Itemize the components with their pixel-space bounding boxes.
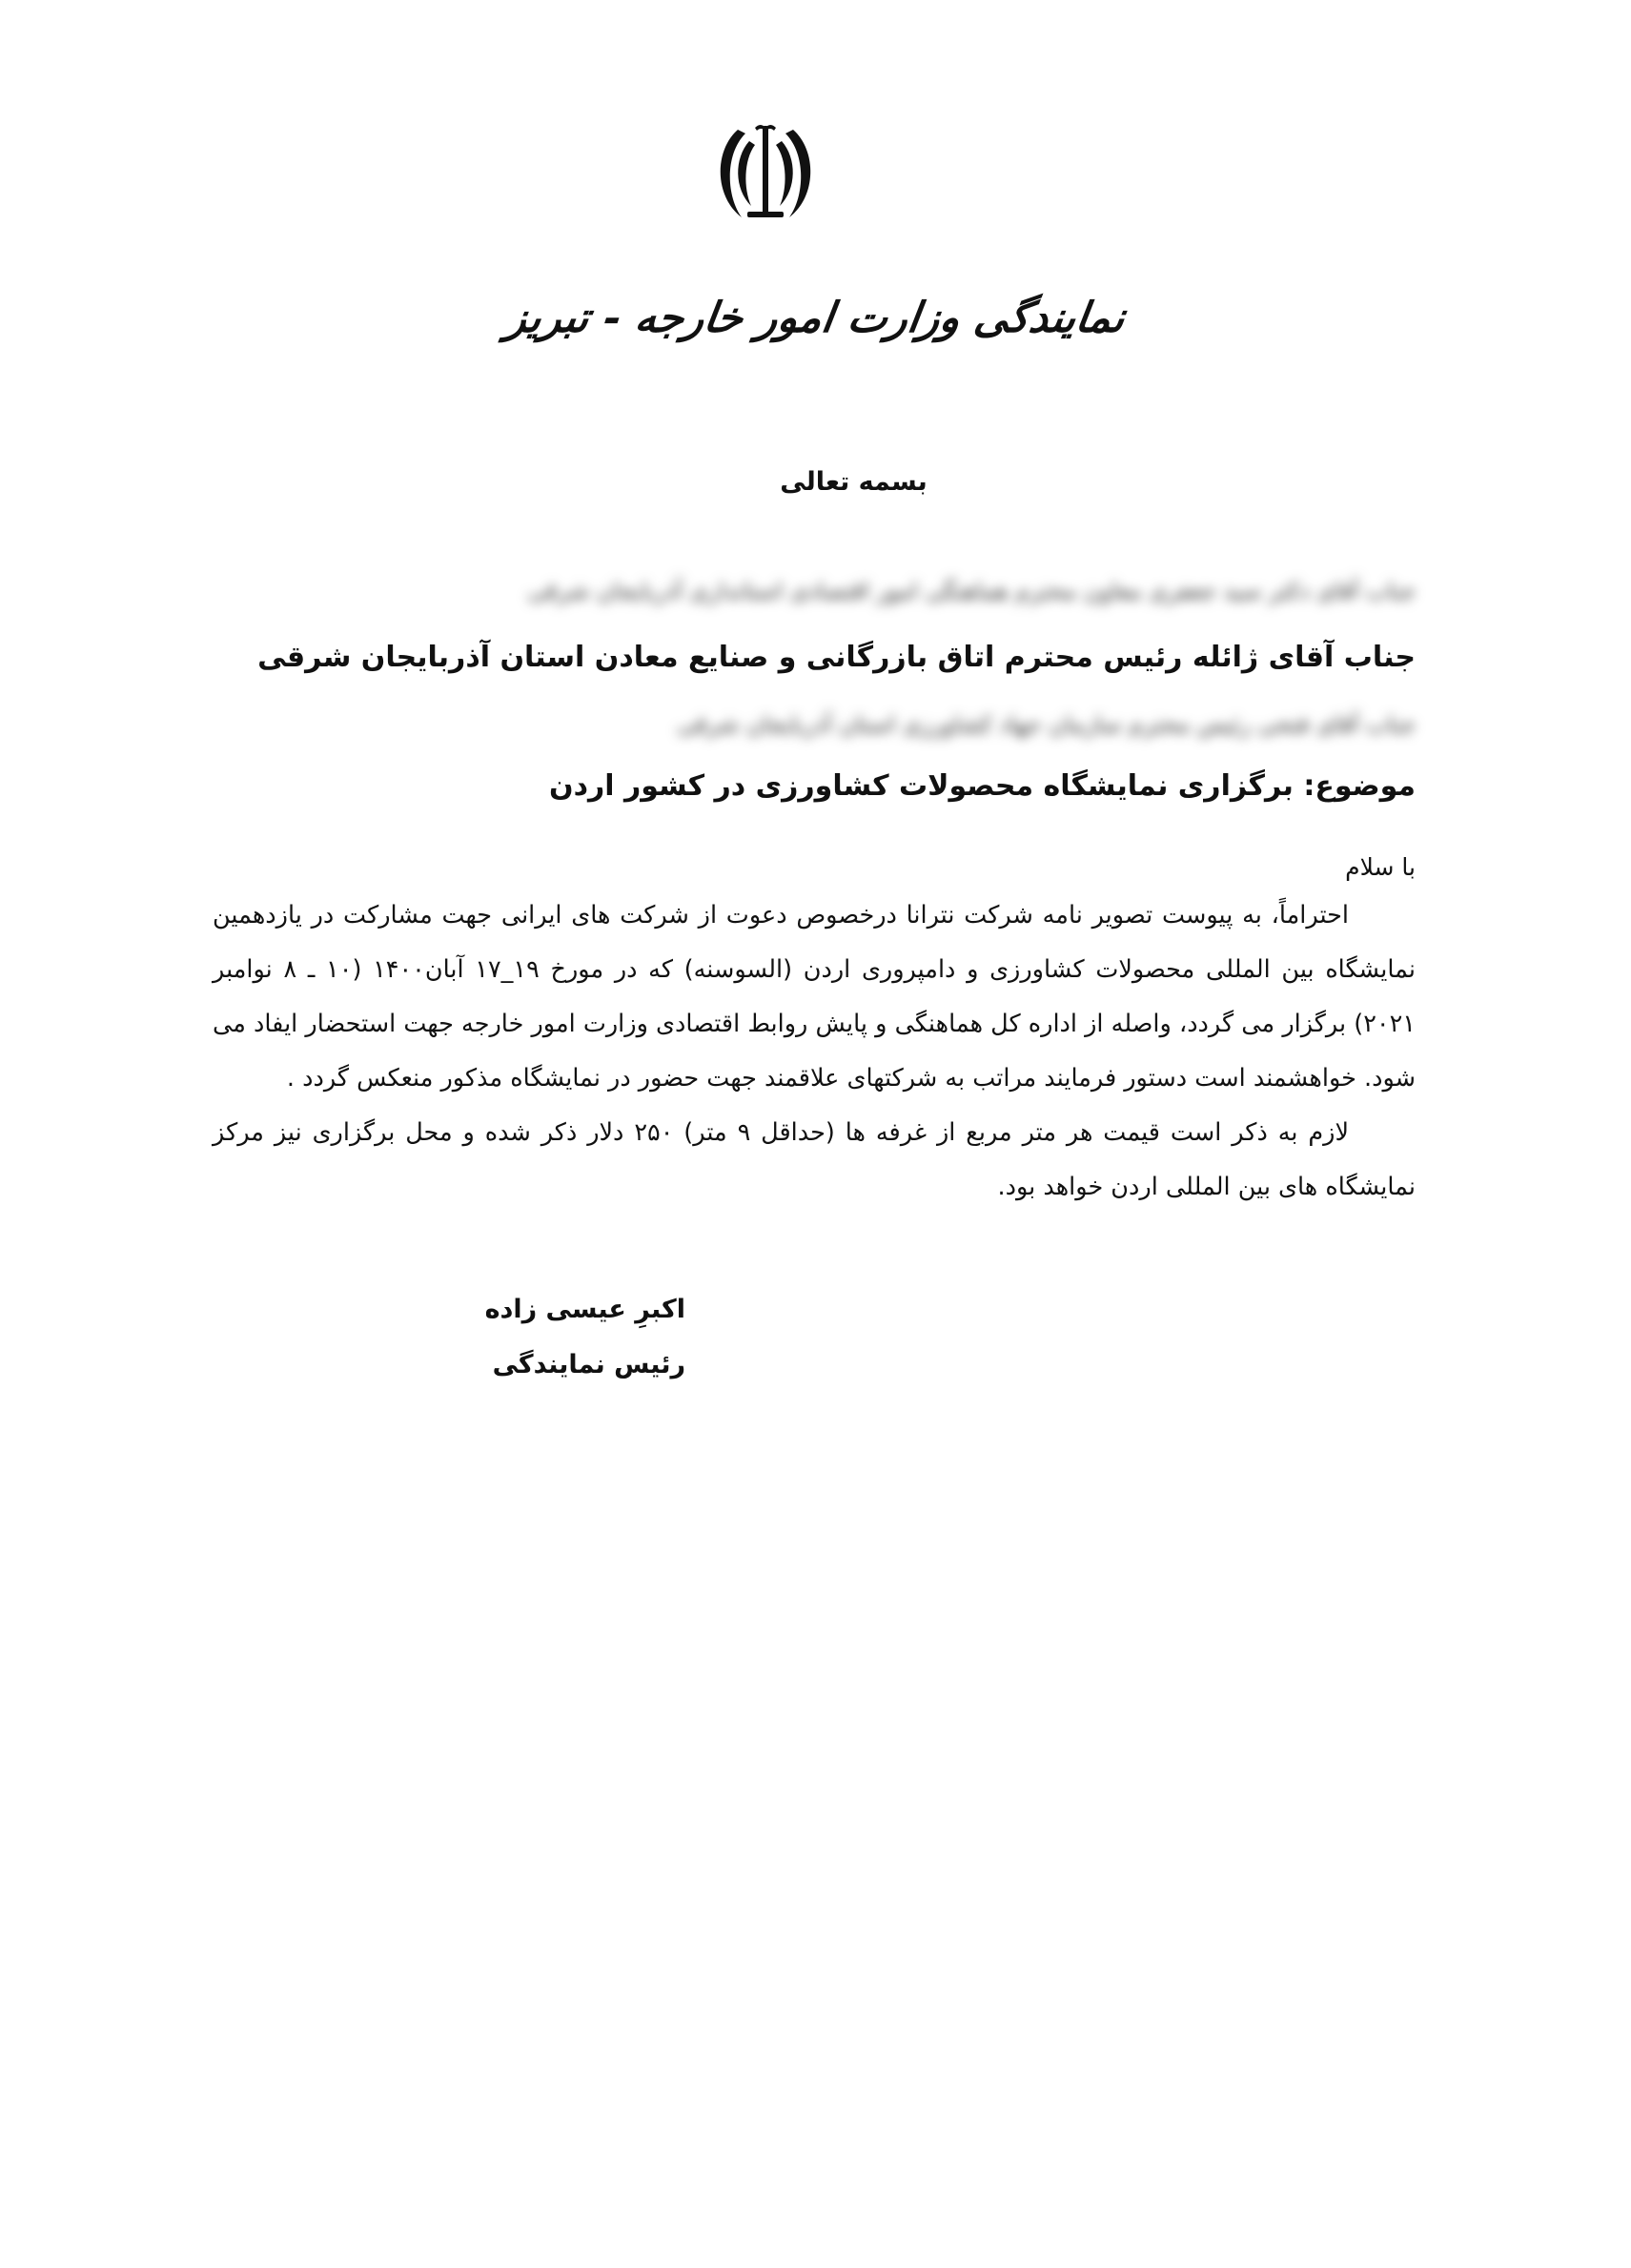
recipient-main: جناب آقای ژائله رئیس محترم اتاق بازرگانی و صنایع معادن استان آذربایجان شرقی [257,641,1416,674]
ministry-title: نمایندگی وزارت امور خارجه - تبریز [502,294,1129,342]
body-paragraph-2: لازم به ذکر است قیمت هر متر مربع از غرفه ها (حداقل ۹ متر) ۲۵۰ دلار ذکر شده و محل برگزاری نیز مرکز نمایشگاه های بین المللی اردن خواهد بود. [213,1118,1416,1201]
signatory-name: اکبرِ عیسی زاده [484,1295,685,1324]
iran-emblem-icon [709,122,822,225]
basmala-heading: بسمه تعالی [780,467,928,497]
greeting: با سلام [1345,853,1416,881]
signatory-title: رئیس نمایندگی [492,1350,685,1379]
letter-body [213,889,1416,1215]
recipient-blurred-1: جناب آقای دکتر سید جعفری معاون محترم هماهنگی امور اقتصادی استانداری آذربایجان شرقی [527,578,1416,604]
body-paragraph-1: احتراماً، به پیوست تصویر نامه شرکت نترانا درخصوص دعوت از شرکت های ایرانی جهت مشارکت در یازدهمین نمایشگاه بین المللی محصولات کشاورزی و دامپروری اردن (السوسنه) که در مورخ ۱۹_۱۷ آبان۱۴۰۰ (۱۰ ـ ۸ نوامبر ۲۰۲۱) برگزار می گردد، واصله از اداره کل هماهنگی و پایش روابط اقتصادی وزارت امور خارجه جهت استحضار ایفاد می شود. خواهشمند است دستور فرمایند مراتب به شرکتهای علاقمند جهت حضور در نمایشگاه مذکور منعکس گردد . [213,901,1416,1093]
recipient-blurred-2: جناب آقای فتحی رئیس محترم سازمان جهاد کشاورزی استان آذربایجان شرقی [677,711,1416,738]
subject-line: موضوع: برگزاری نمایشگاه محصولات کشاورزی در کشور اردن [549,769,1416,803]
